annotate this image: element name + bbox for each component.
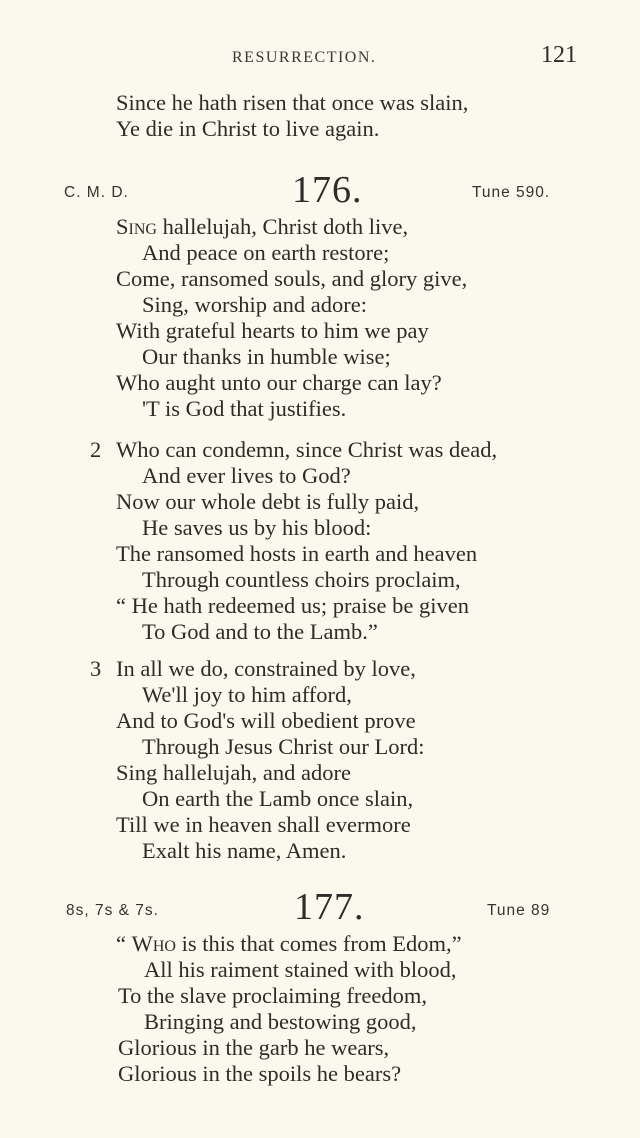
hymn-176-first-line-rest: hallelujah, Christ doth live,	[156, 214, 409, 239]
carryover-line-2: Ye die in Christ to live again.	[116, 116, 380, 141]
hymn-177-tune: Tune 89	[487, 902, 551, 919]
hymn-176-s2-line-4: He saves us by his blood:	[142, 515, 372, 540]
hymn-176-s3-line-5: Sing hallelujah, and adore	[116, 760, 351, 785]
hymn-177-s1-line-4: Bringing and bestowing good,	[144, 1009, 417, 1034]
hymn-177-meter: 8s, 7s & 7s.	[66, 902, 159, 919]
hymn-176-s3-line-8: Exalt his name, Amen.	[142, 838, 347, 863]
hymn-177-s1-line-3: To the slave proclaiming freedom,	[118, 983, 427, 1008]
hymn-176-s2-line-5: The ransomed hosts in earth and heaven	[116, 541, 478, 566]
hymn-176-stanza-3-number: 3	[90, 656, 102, 681]
hymn-176-s1-line-6: Our thanks in humble wise;	[142, 344, 391, 369]
hymn-177-s1-line-6: Glorious in the spoils he bears?	[118, 1061, 402, 1086]
hymn-176-first-word: Sing	[116, 214, 157, 239]
hymn-176-meter: C. M. D.	[64, 184, 129, 201]
hymn-176-s1-line-7: Who aught unto our charge can lay?	[116, 370, 442, 395]
hymn-176-s2-line-1: Who can condemn, since Christ was dead,	[116, 437, 498, 462]
hymn-177-first-line-rest: is this that comes from Edom,”	[175, 931, 462, 956]
hymn-176-s3-line-3: And to God's will obedient prove	[116, 708, 416, 733]
hymn-176-s3-line-2: We'll joy to him afford,	[142, 682, 352, 707]
hymn-176-s1-line-3: Come, ransomed souls, and glory give,	[116, 266, 468, 291]
hymn-177-s1-line-5: Glorious in the garb he wears,	[118, 1035, 390, 1060]
hymn-177-first-word: Who	[131, 931, 176, 956]
hymn-176-s1-line-2: And peace on earth restore;	[142, 240, 390, 265]
hymn-176-s3-line-4: Through Jesus Christ our Lord:	[142, 734, 425, 759]
hymn-176-tune: Tune 590.	[472, 184, 551, 201]
hymn-177-s1-line-1	[116, 931, 462, 957]
hymn-176-s2-line-2: And ever lives to God?	[142, 463, 351, 488]
running-header: RESURRECTION.	[232, 49, 377, 66]
hymn-176-s3-line-6: On earth the Lamb once slain,	[142, 786, 414, 811]
hymn-176-s1-line-4: Sing, worship and adore:	[142, 292, 367, 317]
hymn-176-stanza-2-number: 2	[90, 437, 102, 462]
hymn-176-s1-line-1	[116, 214, 408, 240]
carryover-line-1: Since he hath risen that once was slain,	[116, 90, 469, 115]
hymn-176-s1-line-5: With grateful hearts to him we pay	[116, 318, 429, 343]
hymn-176-s2-line-6: Through countless choirs proclaim,	[142, 567, 461, 592]
hymn-176-s2-line-7: “ He hath redeemed us; praise be given	[116, 593, 469, 618]
hymn-177-number: 177.	[294, 886, 365, 928]
hymn-176-s2-line-8: To God and to the Lamb.”	[142, 619, 378, 644]
hymn-176-number: 176.	[292, 169, 363, 211]
page-number: 121	[541, 42, 577, 68]
hymn-176-s2-line-3: Now our whole debt is fully paid,	[116, 489, 420, 514]
hymn-176-s1-line-8: 'T is God that justifies.	[142, 396, 347, 421]
hymn-177-s1-line-2: All his raiment stained with blood,	[144, 957, 457, 982]
hymn-176-s3-line-1: In all we do, constrained by love,	[116, 656, 416, 681]
hymn-177-open-quote: “	[116, 931, 132, 956]
hymn-176-s3-line-7: Till we in heaven shall evermore	[116, 812, 411, 837]
